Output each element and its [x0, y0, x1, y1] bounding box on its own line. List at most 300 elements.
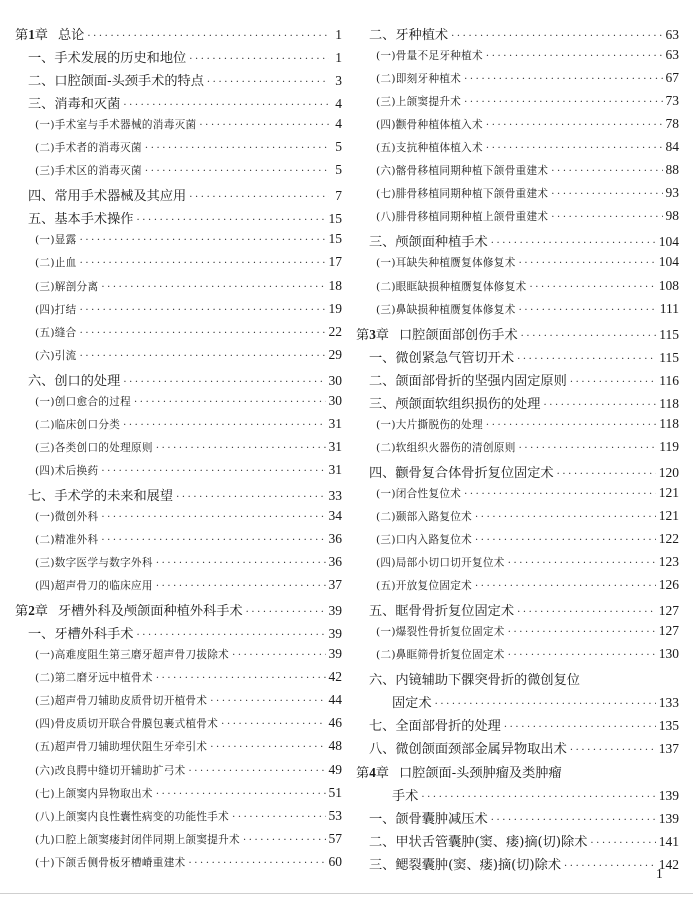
toc-entry-title: (三)解剖分离: [35, 280, 99, 293]
dot-leader: [137, 212, 326, 227]
dot-leader: [517, 351, 656, 366]
dot-leader: [486, 50, 663, 62]
toc-section-entry: [15, 70, 342, 93]
toc-page-number: 53: [328, 807, 342, 823]
toc-entry-title: [15, 600, 243, 619]
dot-leader: [80, 304, 326, 316]
toc-entry-title: 八、微创颌面颈部金属异物取出术: [369, 742, 567, 758]
toc-entry-title: [356, 324, 518, 343]
toc-subsection-entry: [15, 162, 342, 185]
toc-subsection-entry: [356, 162, 679, 185]
dot-leader: [156, 580, 326, 592]
dot-leader: [557, 466, 656, 481]
toc-entry-title: (五)缝合: [35, 326, 77, 339]
toc-entry-title: 四、常用手术器械及其应用: [28, 189, 187, 205]
toc-entry-title: 三、颅颌面软组织损伤的处理: [369, 396, 541, 412]
dot-leader: [210, 741, 325, 753]
toc-entry-title: (三)手术区的消毒灭菌: [35, 165, 142, 178]
toc-entry-title: 五、基本手术操作: [28, 212, 134, 228]
dot-leader: [232, 811, 325, 823]
toc-page-number: 39: [328, 603, 342, 619]
toc-page-number: 31: [328, 415, 342, 431]
toc-entry-title: (一)耳缺失种植赝复体修复术: [376, 257, 516, 270]
chapter-prefix: 第: [356, 327, 370, 343]
toc-chapter-entry: [15, 24, 342, 47]
toc-section-entry: [15, 47, 342, 70]
dot-leader: [590, 835, 655, 850]
dot-leader: [475, 534, 656, 546]
dot-leader: [551, 165, 662, 177]
toc-subsection-entry: [356, 554, 679, 577]
toc-entry-title: (六)引流: [35, 349, 77, 362]
toc-chapter-entry: [356, 762, 679, 785]
chapter-suffix: 章: [375, 765, 389, 781]
dot-leader: [156, 788, 326, 800]
dot-leader: [188, 857, 325, 869]
dot-leader: [80, 257, 326, 269]
toc-subsection-entry: [356, 577, 679, 600]
toc-page-number: 108: [658, 277, 679, 293]
toc-page-number: 15: [328, 231, 342, 247]
toc-page-number: 104: [658, 254, 679, 270]
chapter-prefix: 第: [15, 604, 29, 620]
dot-leader: [519, 442, 657, 454]
toc-page-number: 104: [658, 234, 679, 250]
toc-section-entry: [356, 370, 679, 393]
toc-section-entry: [356, 854, 679, 877]
dot-leader: [101, 534, 325, 546]
toc-subsection-entry: [15, 669, 342, 692]
dot-leader: [156, 442, 326, 454]
toc-entry-title: 一、手术发展的历史和地位: [28, 51, 187, 67]
toc-entry-title: (六)改良腭中缝切开辅助扩弓术: [35, 764, 186, 777]
toc-entry-title: 三、颅颌面种植手术: [369, 235, 488, 251]
toc-page-number: 18: [328, 277, 342, 293]
toc-section-entry: [15, 370, 342, 393]
toc-entry-title: 六、内镜辅助下髁突骨折的微创复位: [369, 673, 580, 689]
toc-entry-title: 二、口腔颌面-头颈手术的特点: [28, 74, 204, 90]
toc-entry-title: 一、牙槽外科手术: [28, 627, 134, 643]
toc-page-number: 4: [335, 96, 342, 112]
toc-entry-title: 七、手术学的未来和展望: [28, 488, 174, 504]
toc-entry-title: (三)超声骨刀辅助皮质骨切开植骨术: [35, 695, 208, 708]
dot-leader: [123, 419, 325, 431]
toc-subsection-entry: [15, 324, 342, 347]
toc-page-number: 33: [328, 487, 342, 503]
toc-subsection-entry: [15, 577, 342, 600]
toc-entry-title: (三)口内入路复位术: [376, 534, 473, 547]
toc-entry-title: (五)超声骨刀辅助埋伏阻生牙牵引术: [35, 741, 208, 754]
toc-page-number: 22: [328, 323, 342, 339]
toc-subsection-entry: [15, 278, 342, 301]
dot-leader: [551, 211, 662, 223]
toc-subsection-entry: [356, 301, 679, 324]
toc-page-number: 19: [328, 300, 342, 316]
toc-entry-title: (二)鼻眶筛骨折复位固定术: [376, 649, 505, 662]
dot-leader: [464, 488, 656, 500]
toc-entry-title: 一、颌骨囊肿减压术: [369, 811, 488, 827]
dot-leader: [87, 28, 329, 43]
dot-leader: [464, 96, 662, 108]
dot-leader: [519, 257, 656, 269]
toc-entry-title: [15, 24, 84, 43]
dot-leader: [101, 511, 325, 523]
toc-page-number: 142: [658, 856, 679, 872]
toc-entry-title: (三)数字医学与数字外科: [35, 557, 153, 570]
toc-page-number: 1: [335, 27, 342, 42]
toc-page-number: 73: [665, 93, 679, 109]
toc-page-number: 126: [658, 577, 679, 593]
toc-subsection-entry: [15, 508, 342, 531]
toc-entry-title: (二)止血: [35, 257, 77, 270]
dot-leader: [475, 580, 656, 592]
toc-page-number: 29: [328, 346, 342, 362]
dot-leader: [101, 281, 325, 293]
toc-section-entry: [356, 24, 679, 47]
dot-leader: [508, 626, 656, 638]
dot-leader: [80, 234, 326, 246]
toc-page-number: 141: [658, 833, 679, 849]
chapter-title: 牙槽外科及颅颌面种植外科手术: [57, 604, 243, 620]
dot-leader: [145, 165, 329, 177]
toc-entry-title: (五)支抗种植体植入术: [376, 142, 483, 155]
toc-subsection-entry: [15, 231, 342, 254]
dot-leader: [508, 649, 656, 661]
toc-entry-title: (四)术后换药: [35, 464, 99, 477]
dot-leader: [123, 97, 329, 112]
toc-entry-title: 二、甲状舌管囊肿(窦、瘘)摘(切)除术: [369, 834, 588, 850]
dot-leader: [176, 489, 325, 504]
toc-entry-title: [356, 762, 562, 781]
toc-entry-continuation: [356, 692, 679, 715]
dot-leader: [123, 374, 325, 389]
toc-page-number: 93: [665, 185, 679, 201]
toc-subsection-entry: [15, 831, 342, 854]
toc-entry-title: 一、微创紧急气管切开术: [369, 350, 515, 366]
toc-subsection-entry: [356, 439, 679, 462]
toc-page-number: 15: [328, 211, 342, 227]
toc-entry-title: (四)打结: [35, 303, 77, 316]
toc-entry-continuation: [356, 785, 679, 808]
toc-entry-title: (一)爆裂性骨折复位固定术: [376, 626, 505, 639]
toc-entry-title: 五、眶骨骨折复位固定术: [369, 604, 515, 620]
page-number: 1: [656, 866, 663, 881]
toc-subsection-entry: [15, 715, 342, 738]
chapter-suffix: 章: [34, 28, 48, 43]
toc-page-number: 60: [328, 853, 342, 869]
dot-leader: [519, 304, 657, 316]
toc-subsection-entry: [15, 554, 342, 577]
toc-entry-title: (二)精准外科: [35, 534, 99, 547]
toc-entry-title: 二、牙种植术: [369, 28, 449, 43]
toc-entry-title: 固定术: [392, 696, 432, 712]
dot-leader: [80, 350, 326, 362]
dot-leader: [137, 627, 326, 642]
toc-section-entry: [356, 669, 679, 692]
toc-page-number: 78: [665, 116, 679, 132]
toc-entry-title: (二)颞部入路复位术: [376, 510, 473, 523]
toc-entry-title: 四、颧骨复合体骨折复位固定术: [369, 465, 554, 481]
toc-entry-title: (四)超声骨刀的临床应用: [35, 580, 153, 593]
toc-subsection-entry: [15, 785, 342, 808]
toc-page-number: 46: [328, 715, 342, 731]
toc-page-number: 5: [335, 162, 342, 178]
dot-leader: [145, 142, 329, 154]
toc-left-column: [15, 24, 342, 877]
toc-subsection-entry: [356, 185, 679, 208]
dot-leader: [156, 672, 326, 684]
toc-page-number: 63: [665, 47, 679, 63]
dot-leader: [199, 119, 329, 131]
dot-leader: [207, 74, 329, 89]
toc-page-number: 63: [665, 27, 679, 42]
dot-leader: [570, 742, 656, 757]
toc-page-number: 118: [659, 415, 679, 431]
chapter-suffix: 章: [375, 327, 389, 343]
dot-leader: [521, 328, 657, 343]
dot-leader: [210, 695, 325, 707]
toc-page-number: 127: [658, 603, 679, 619]
toc-page-number: 139: [658, 787, 679, 803]
toc-page-number: 116: [659, 372, 679, 388]
toc-page-number: 119: [659, 438, 679, 454]
toc-chapter-entry: [15, 600, 342, 623]
toc-page-number: 120: [658, 464, 679, 480]
toc-section-entry: [15, 485, 342, 508]
toc-subsection-entry: [15, 439, 342, 462]
chapter-title: 口腔颌面部创伤手术: [398, 327, 518, 343]
toc-subsection-entry: [356, 278, 679, 301]
footer-divider: [0, 893, 693, 894]
toc-page-number: 123: [658, 554, 679, 570]
dot-leader: [551, 188, 662, 200]
toc-entry-title: (四)骨皮质切开联合骨膜包裹式植骨术: [35, 718, 219, 731]
chapter-suffix: 章: [34, 604, 48, 620]
toc-page-number: 51: [328, 784, 342, 800]
toc-subsection-entry: [356, 508, 679, 531]
toc-entry-title: (一)高难度阻生第三磨牙超声骨刀拔除术: [35, 649, 230, 662]
toc-subsection-entry: [356, 646, 679, 669]
toc-entry-title: (一)闭合性复位术: [376, 487, 462, 500]
toc-page-number: 115: [659, 349, 679, 365]
toc-page-number: 84: [665, 139, 679, 155]
toc-subsection-entry: [356, 208, 679, 231]
toc-entry-title: (一)大片撕脱伤的处理: [376, 418, 483, 431]
toc-section-entry: [356, 462, 679, 485]
toc-entry-title: (四)局部小切口切开复位术: [376, 557, 505, 570]
toc-page-number: 88: [665, 162, 679, 178]
dot-leader: [529, 281, 655, 293]
toc-section-entry: [15, 623, 342, 646]
toc-subsection-entry: [15, 254, 342, 277]
toc-entry-title: (六)髂骨移植同期种植下颌骨重建术: [376, 165, 549, 178]
toc-entry-title: (一)显露: [35, 234, 77, 247]
toc-subsection-entry: [356, 254, 679, 277]
dot-leader: [543, 397, 656, 412]
dot-leader: [243, 834, 326, 846]
toc-entry-title: (八)上颌窦内良性囊性病变的功能性手术: [35, 810, 230, 823]
toc-entry-title: 手术: [392, 788, 419, 804]
toc-subsection-entry: [15, 531, 342, 554]
chapter-number: 1: [28, 27, 35, 42]
dot-leader: [517, 604, 656, 619]
toc-subsection-entry: [356, 47, 679, 70]
toc-page-number: 137: [658, 741, 679, 757]
toc-page-number: 36: [328, 554, 342, 570]
toc-entry-title: 六、创口的处理: [28, 373, 121, 389]
toc-page-number: 127: [658, 623, 679, 639]
toc-subsection-entry: [15, 416, 342, 439]
toc-subsection-entry: [15, 854, 342, 877]
dot-leader: [451, 28, 662, 43]
toc-section-entry: [356, 231, 679, 254]
toc-page-number: 44: [328, 692, 342, 708]
dot-leader: [156, 557, 326, 569]
dot-leader: [491, 812, 656, 827]
dot-leader: [475, 511, 656, 523]
toc-entry-title: (七)上颌窦内异物取出术: [35, 787, 153, 800]
toc-entry-title: (一)微创外科: [35, 510, 99, 523]
toc-entry-title: (七)腓骨移植同期种植下颌骨重建术: [376, 188, 549, 201]
toc-page-number: 34: [328, 507, 342, 523]
toc-page-number: 42: [328, 669, 342, 685]
toc-page-number: 139: [658, 810, 679, 826]
toc-page-number: 133: [658, 695, 679, 711]
toc-subsection-entry: [15, 692, 342, 715]
toc-page-number: 57: [328, 830, 342, 846]
dot-leader: [508, 557, 656, 569]
toc-page-number: 118: [659, 395, 679, 411]
toc-subsection-entry: [356, 70, 679, 93]
toc-page-number: 130: [658, 646, 679, 662]
toc-page-number: 49: [328, 761, 342, 777]
toc-entry-title: (二)手术者的消毒灭菌: [35, 142, 142, 155]
dot-leader: [570, 374, 656, 389]
dot-leader: [246, 604, 326, 619]
dot-leader: [221, 718, 325, 730]
toc-page-number: 36: [328, 531, 342, 547]
toc-right-column: [356, 24, 679, 877]
toc-subsection-entry: [15, 393, 342, 416]
toc-subsection-entry: [15, 347, 342, 370]
dot-leader: [188, 765, 325, 777]
toc-section-entry: [15, 185, 342, 208]
chapter-number: 4: [369, 764, 376, 780]
dot-leader: [134, 396, 325, 408]
toc-entry-title: 三、鳃裂囊肿(窦、瘘)摘(切)除术: [369, 857, 562, 873]
toc-section-entry: [356, 600, 679, 623]
toc-page-number: 17: [328, 254, 342, 270]
toc-subsection-entry: [15, 646, 342, 669]
toc-page-number: 111: [659, 300, 679, 316]
chapter-prefix: 第: [356, 765, 370, 781]
toc-subsection-entry: [15, 808, 342, 831]
toc-section-entry: [356, 738, 679, 761]
toc-subsection-entry: [356, 623, 679, 646]
toc-subsection-entry: [356, 531, 679, 554]
toc-page-number: 4: [335, 116, 342, 132]
toc-entry-title: (一)骨量不足牙种植术: [376, 50, 483, 63]
toc-page-number: 7: [335, 188, 342, 204]
toc-page-number: 39: [328, 646, 342, 662]
dot-leader: [189, 51, 329, 66]
toc-entry-title: (九)口腔上颌窦瘘封闭伴同期上颌窦提升术: [35, 833, 240, 846]
dot-leader: [491, 235, 656, 250]
dot-leader: [189, 189, 329, 204]
toc-subsection-entry: [15, 462, 342, 485]
toc-page-number: 30: [328, 392, 342, 408]
toc-entry-title: (三)各类创口的处理原则: [35, 441, 153, 454]
toc-subsection-entry: [15, 139, 342, 162]
dot-leader: [486, 419, 656, 431]
toc-entry-title: (一)创口愈合的过程: [35, 395, 132, 408]
toc-entry-title: (八)腓骨移植同期种植上颌骨重建术: [376, 211, 549, 224]
toc-entry-title: 三、消毒和灭菌: [28, 97, 121, 113]
chapter-number: 2: [28, 603, 35, 619]
toc-entry-title: 七、全面部骨折的处理: [369, 719, 501, 735]
toc-subsection-entry: [15, 738, 342, 761]
toc-subsection-entry: [15, 762, 342, 785]
toc-section-entry: [356, 347, 679, 370]
toc-entry-title: (二)眼眶缺损种植赝复体修复术: [376, 280, 527, 293]
dot-leader: [486, 119, 663, 131]
toc-section-entry: [15, 93, 342, 116]
toc-section-entry: [356, 393, 679, 416]
toc-page-number: 98: [665, 208, 679, 224]
toc-page-number: 48: [328, 738, 342, 754]
dot-leader: [232, 649, 325, 661]
toc-subsection-entry: [356, 416, 679, 439]
toc-entry-title: (十)下颌舌侧骨板牙槽嵴重建术: [35, 856, 186, 869]
chapter-prefix: 第: [15, 28, 29, 43]
toc-subsection-entry: [356, 93, 679, 116]
dot-leader: [504, 719, 656, 734]
toc-entry-title: (一)手术室与手术器械的消毒灭菌: [35, 119, 197, 132]
toc-entry-title: (二)软组织火器伤的清创原则: [376, 441, 516, 454]
toc-entry-title: (三)上颌窦提升术: [376, 96, 462, 109]
dot-leader: [435, 696, 656, 711]
toc-page-number: 37: [328, 577, 342, 593]
dot-leader: [80, 327, 326, 339]
toc-entry-title: (三)鼻缺损种植赝复体修复术: [376, 303, 516, 316]
toc-page-number: 5: [335, 139, 342, 155]
toc-entry-title: (二)即刻牙种植术: [376, 73, 462, 86]
toc-entry-title: (五)开放复位固定术: [376, 580, 473, 593]
toc-page-number: 121: [658, 507, 679, 523]
toc-chapter-entry: [356, 324, 679, 347]
toc-entry-title: (二)临床创口分类: [35, 418, 121, 431]
toc-subsection-entry: [356, 139, 679, 162]
toc-page-number: 122: [658, 531, 679, 547]
toc-section-entry: [15, 208, 342, 231]
toc-page-number: 31: [328, 461, 342, 477]
toc-page-number: 1: [335, 50, 342, 66]
toc-entry-title: (四)颧骨种植体植入术: [376, 119, 483, 132]
toc-section-entry: [356, 808, 679, 831]
dot-leader: [464, 73, 662, 85]
toc-page-number: 135: [658, 718, 679, 734]
dot-leader: [564, 858, 656, 873]
toc-section-entry: [356, 831, 679, 854]
dot-leader: [486, 142, 663, 154]
toc-page-number: 30: [328, 372, 342, 388]
dot-leader: [421, 789, 655, 804]
chapter-number: 3: [369, 326, 376, 342]
chapter-title: 口腔颌面-头颈肿瘤及类肿瘤: [398, 765, 562, 781]
toc-page-number: 39: [328, 626, 342, 642]
toc-subsection-entry: [15, 301, 342, 324]
chapter-title: 总论: [57, 28, 85, 43]
